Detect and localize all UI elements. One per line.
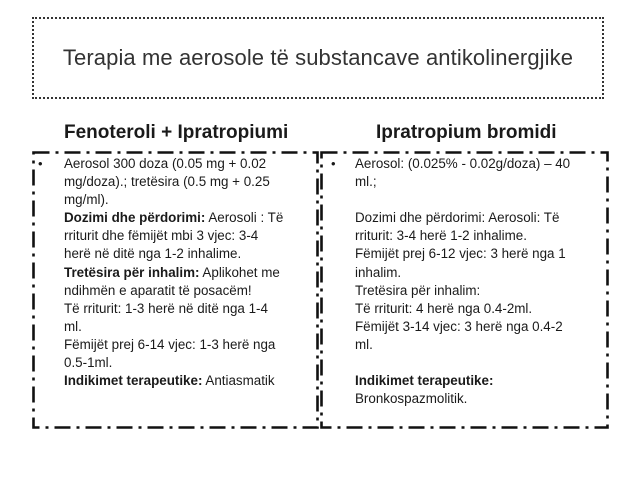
right-line-5: rriturit: 3-4 herë 1-2 inhalime. xyxy=(355,228,527,244)
right-line-1: Aerosol: (0.025% - 0.02g/doza) – 40 xyxy=(355,156,571,171)
right-line-2: ml.; xyxy=(355,174,377,190)
left-line-8: ndihmën e aparatit të posacëm! xyxy=(64,282,252,298)
left-indication-text: Antiasmatik xyxy=(202,373,275,389)
title-box xyxy=(32,17,604,99)
left-line-5: rriturit dhe fëmijët mbi 3 vjec: 3-4 xyxy=(64,228,259,244)
right-indication-text: Bronkospazmolitik. xyxy=(355,391,468,407)
left-paragraph xyxy=(64,155,314,390)
right-line-7: inhalim. xyxy=(355,264,402,280)
right-line-9: Të rriturit: 4 herë nga 0.4-2ml. xyxy=(355,300,533,316)
left-line-9: Të rriturit: 1-3 herë në ditë nga 1-4 xyxy=(64,300,268,316)
left-line-12: 0.5-1ml. xyxy=(64,355,113,371)
left-indication-label: Indikimet terapeutike: xyxy=(64,373,203,389)
right-paragraph xyxy=(355,155,605,408)
right-line-11: ml. xyxy=(355,336,373,352)
right-indication-label: Indikimet terapeutike: xyxy=(355,373,494,389)
slide-title: Terapia me aerosole të substancave antikolinergjike xyxy=(62,45,574,70)
right-bullet: • xyxy=(331,156,336,171)
left-line-7 xyxy=(64,264,314,282)
left-column-heading: Fenoteroli + Ipratropiumi xyxy=(64,122,289,143)
left-line-10: ml. xyxy=(64,318,82,334)
right-line-10: Fëmijët 3-14 vjec: 3 herë nga 0.4-2 xyxy=(355,318,563,334)
left-line-6: herë në ditë nga 1-2 inhalime. xyxy=(64,246,242,262)
right-line-6: Fëmijët prej 6-12 vjec: 3 herë nga 1 xyxy=(355,246,566,262)
left-line-1: Aerosol 300 doza (0.05 mg + 0.02 xyxy=(64,156,267,171)
solution-label: Tretësira për inhalim: xyxy=(64,264,200,280)
right-column-heading: Ipratropium bromidi xyxy=(376,122,557,143)
dose-text: Aerosoli : Të xyxy=(205,210,284,226)
right-line-8: Tretësira për inhalim: xyxy=(355,282,481,298)
solution-text: Aplikohet me xyxy=(199,264,280,280)
right-line-4: Dozimi dhe përdorimi: Aerosoli: Të xyxy=(355,210,560,226)
left-line-13 xyxy=(64,372,314,390)
dose-label: Dozimi dhe përdorimi: xyxy=(64,210,206,226)
left-line-2: mg/doza).; tretësira (0.5 mg + 0.25 xyxy=(64,174,270,190)
right-spacer-1 xyxy=(355,191,605,209)
right-spacer-2 xyxy=(355,354,605,372)
left-line-3: mg/ml). xyxy=(64,192,109,208)
left-line-4 xyxy=(64,209,314,227)
left-line-11: Fëmijët prej 6-14 vjec: 1-3 herë nga xyxy=(64,336,276,352)
left-bullet: • xyxy=(38,156,43,171)
